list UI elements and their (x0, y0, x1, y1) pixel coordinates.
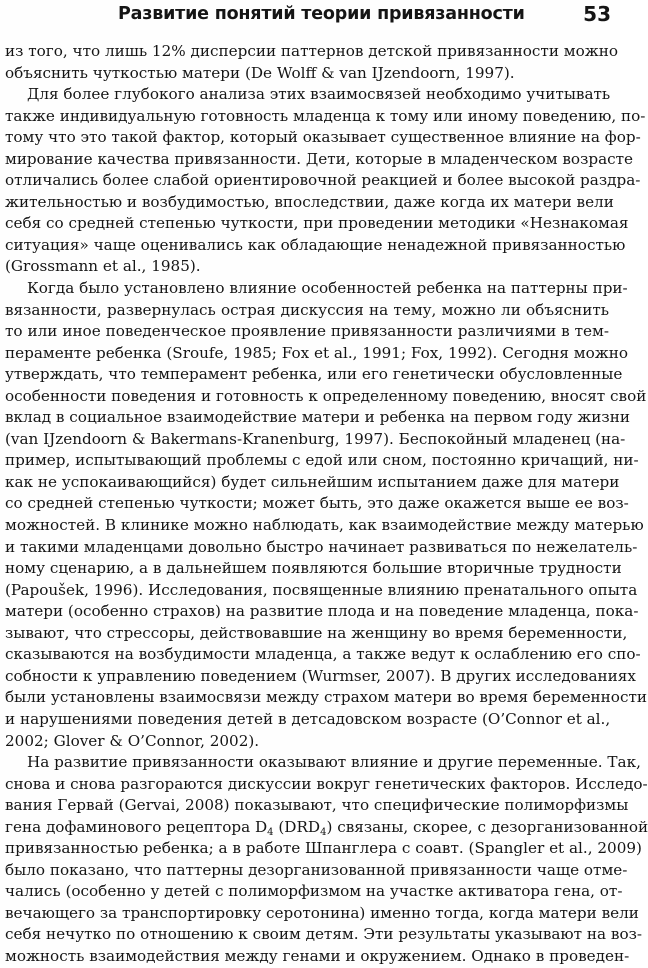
text-line: (Papoušek, 1996). Исследования, посвященные влиянию пренатального опыта (5, 580, 638, 599)
page-header (0, 4, 620, 34)
text-line: пераменте ребенка (Sroufe, 1985; Fox et al., 1991; Fox, 1992). Сегодня можно (5, 343, 628, 362)
text-fragment: гена дофаминового рецептора D (5, 817, 268, 836)
text-line: зывают, что стрессоры, действовавшие на женщину во время беременности, (5, 623, 628, 642)
text-line: жительностью и возбудимостью, впоследствии, даже когда их матери вели (5, 192, 614, 211)
text-line: вклад в социальное взаимодействие матери и ребенка на первом году жизни (5, 408, 630, 427)
text-line: привязанностью ребенка; а в работе Шпанглера с соавт. (Spangler et al., 2009) (5, 839, 642, 858)
text-line: 2002; Glover & O’Connor, 2002). (5, 731, 260, 750)
text-line: сказываются на возбудимости младенца, а также ведут к ослаблению его спо- (5, 645, 641, 664)
body-text (5, 41, 648, 968)
page-number: 53 (583, 2, 611, 26)
text-line: себя со средней степенью чуткости, при проведении методики «Незнакомая (5, 214, 629, 233)
text-line: собности к управлению поведением (Wurmser, 2007). В других исследованиях (5, 666, 636, 685)
text-fragment: (DRD (273, 817, 321, 836)
text-line: чались (особенно у детей с полиморфизмом на участке активатора гена, от- (5, 882, 623, 901)
running-title: Развитие понятий теории привязанности (118, 4, 525, 24)
text-line: пример, испытывающий проблемы с едой или сном, постоянно кричащий, ни- (5, 451, 639, 470)
subscript: 4 (320, 826, 327, 838)
text-line: из того, что лишь 12% дисперсии паттернов детской привязанности можно (5, 42, 618, 60)
text-line: были установлены взаимосвязи между страхом матери во время беременности (5, 688, 647, 707)
text-line: тому что это такой фактор, который оказывает существенное влияние на фор- (5, 128, 641, 147)
text-line: объяснить чуткостью матери (De Wolff & van IJzendoorn, 1997). (5, 63, 515, 82)
text-line: Для более глубокого анализа этих взаимосвязей необходимо учитывать (27, 85, 611, 104)
text-line: вечающего за транспортировку серотонина) именно тогда, когда матери вели (5, 903, 639, 922)
text-line: особенности поведения и готовность к определенному поведению, вносят свой (5, 386, 647, 405)
text-line: матери (особенно страхов) на развитие плода и на поведение младенца, пока- (5, 602, 639, 621)
text-line: Когда было установлено влияние особенностей ребенка на паттерны при- (27, 279, 628, 298)
text-line: было показано, что паттерны дезорганизованной привязанности чаще отме- (5, 860, 628, 879)
text-line: утверждать, что темперамент ребенка, или его генетически обусловленные (5, 365, 623, 384)
text-fragment: ) связаны, скорее, с дезорганизованной (326, 817, 648, 836)
text-line: как не успокаивающийся) будет сильнейшим испытанием даже для матери (5, 472, 620, 491)
text-line: можностей. В клинике можно наблюдать, как взаимодействие между матерью (5, 516, 644, 535)
text-line: вязанности, развернулась острая дискуссия на тему, можно ли объяснить (5, 300, 609, 319)
text-line: ному сценарию, а в дальнейшем появляются большие вторичные трудности (5, 559, 622, 578)
text-line: вания Гервай (Gervai, 2008) показывают, что специфические полиморфизмы (5, 796, 629, 815)
text-line: также индивидуальную готовность младенца к тому или иному поведению, по- (5, 106, 646, 125)
text-line-with-subscripts (5, 817, 648, 839)
text-line: себя нечутко по отношению к своим детям. Эти результаты указывают на воз- (5, 925, 642, 944)
text-line: ситуация» чаще оценивались как обладающие ненадежной привязанностью (5, 235, 626, 254)
text-line: На развитие привязанности оказывают влияние и другие переменные. Так, (27, 753, 641, 772)
text-line: то или иное поведенческое проявление привязанности различиями в тем- (5, 322, 609, 341)
text-line: со средней степенью чуткости; может быть, это даже окажется выше ее воз- (5, 494, 629, 513)
text-line: мирование качества привязанности. Дети, которые в младенческом возрасте (5, 149, 634, 168)
subscript: 4 (267, 826, 274, 838)
text-line: и такими младенцами довольно быстро начинает развиваться по нежелатель- (5, 537, 638, 556)
text-line: и нарушениями поведения детей в детсадовском возрасте (O’Connor et al., (5, 709, 611, 728)
text-line: снова и снова разгораются дискуссии вокруг генетических факторов. Исследо- (5, 774, 648, 793)
text-line: можность взаимодействия между генами и окружением. Однако в проведен- (5, 946, 630, 965)
text-line: (van IJzendoorn & Bakermans-Kranenburg, 1997). Беспокойный младенец (на- (5, 429, 626, 448)
text-line: отличались более слабой ориентировочной реакцией и более высокой раздра- (5, 171, 641, 190)
text-line: (Grossmann et al., 1985). (5, 257, 201, 276)
